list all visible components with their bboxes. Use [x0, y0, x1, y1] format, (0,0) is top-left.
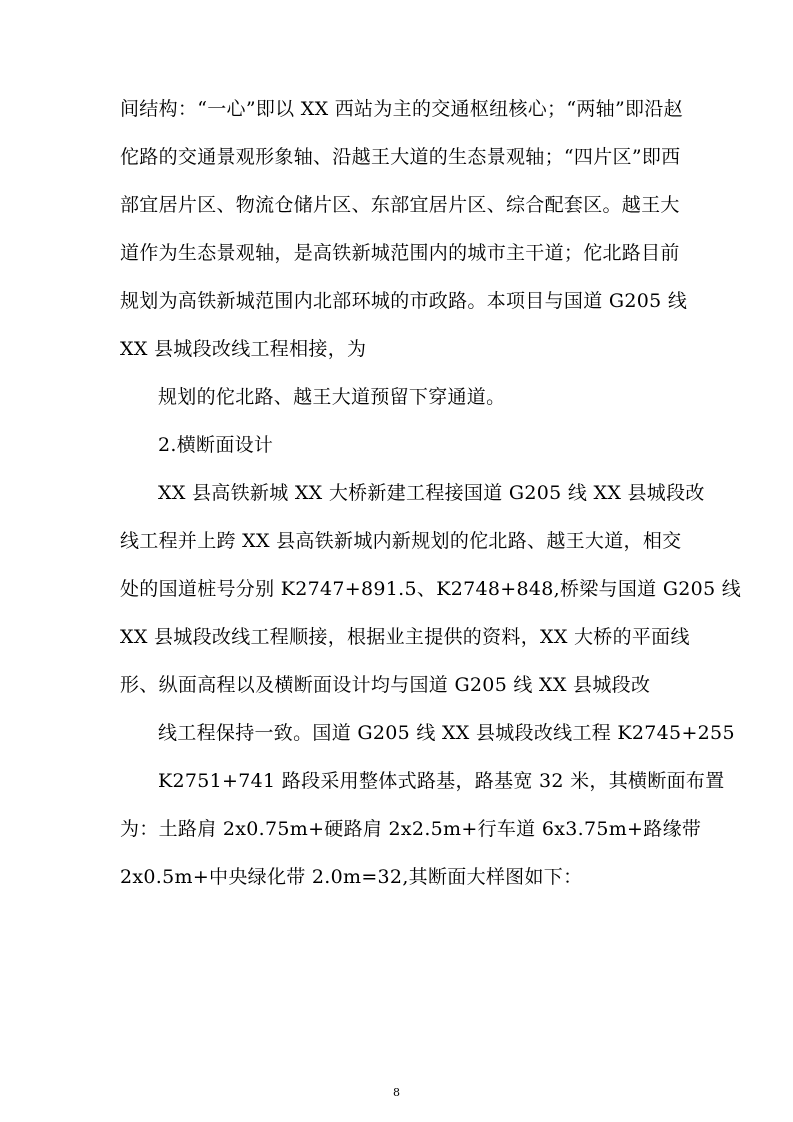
section-heading: 2.横断面设计 — [158, 434, 274, 456]
text-line: 规划的佗北路、越王大道预留下穿通道。 — [158, 386, 506, 408]
page-number: 8 — [393, 1086, 400, 1099]
text-line: XX 县高铁新城 XX 大桥新建工程接国道 G205 线 XX 县城段改 — [158, 482, 705, 504]
text-line: 处的国道桩号分别 K2747+891.5、K2748+848,桥梁与国道 G205 线 — [120, 578, 742, 600]
text-line: 线工程保持一致。国道 G205 线 XX 县城段改线工程 K2745+255 — [158, 722, 735, 744]
text-line: XX 县城段改线工程相接，为 — [120, 338, 367, 360]
text-line: 部宜居片区、物流仓储片区、东部宜居片区、综合配套区。越王大 — [120, 194, 680, 216]
text-line: 形、纵面高程以及横断面设计均与国道 G205 线 XX 县城段改 — [120, 674, 651, 696]
text-line: 2x0.5m+中央绿化带 2.0m=32,其断面大样图如下： — [120, 866, 583, 888]
text-line: 线工程并上跨 XX 县高铁新城内新规划的佗北路、越王大道，相交 — [120, 530, 682, 552]
text-line: 道作为生态景观轴，是高铁新城范围内的城市主干道；佗北路目前 — [120, 242, 680, 264]
text-line: K2751+741 路段采用整体式路基，路基宽 32 米，其横断面布置 — [158, 770, 725, 792]
text-line: 间结构：“一心”即以 XX 西站为主的交通枢纽核心；“两轴”即沿赵 — [120, 98, 683, 120]
text-line: 为：土路肩 2x0.75m+硬路肩 2x2.5m+行车道 6x3.75m+路缘带 — [120, 818, 702, 840]
text-line: 佗路的交通景观形象轴、沿越王大道的生态景观轴；“四片区”即西 — [120, 146, 681, 168]
text-line: 规划为高铁新城范围内北部环城的市政路。本项目与国道 G205 线 — [120, 290, 688, 312]
text-line: XX 县城段改线工程顺接，根据业主提供的资料，XX 大桥的平面线 — [120, 626, 690, 648]
